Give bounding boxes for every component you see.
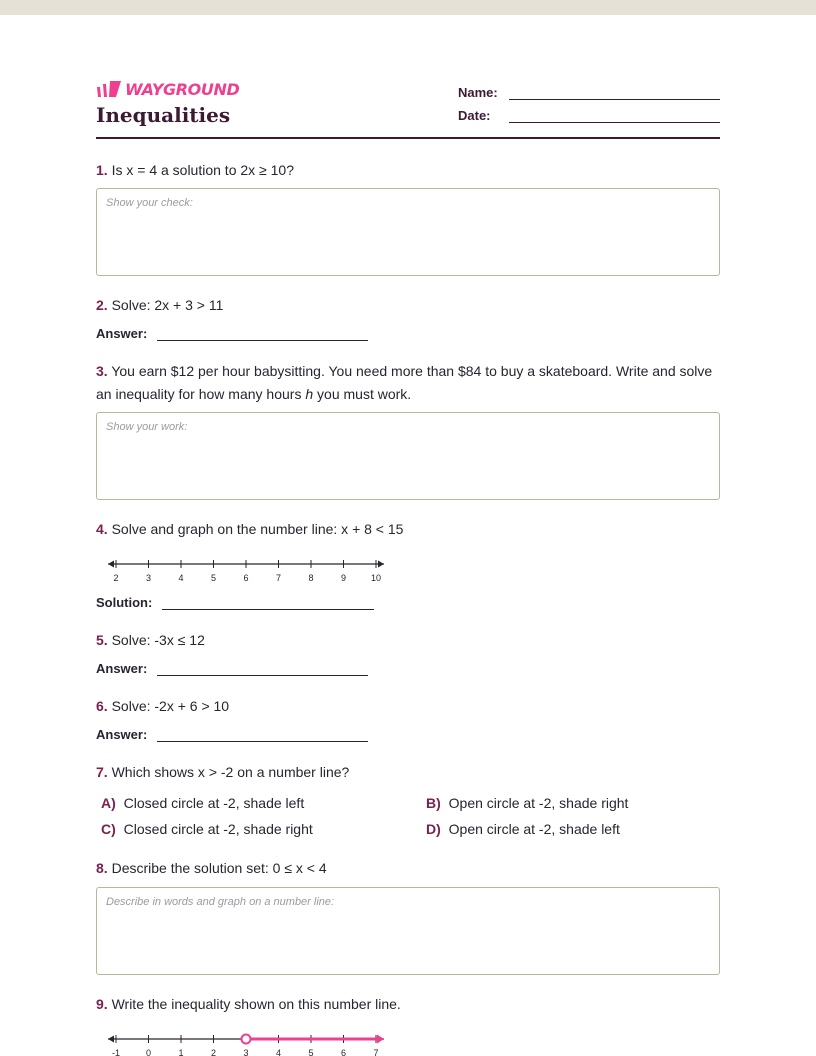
tick-label: 0: [145, 1048, 152, 1056]
brand-logo: [96, 79, 239, 99]
arrow-right-icon: [378, 561, 384, 568]
option-a[interactable]: [101, 795, 304, 811]
question-number: 8.: [96, 860, 108, 876]
tick-label: 3: [243, 1048, 249, 1056]
tick-label: -1: [111, 1048, 121, 1056]
tick-label: 2: [210, 1048, 217, 1056]
question-variable: h: [305, 386, 314, 402]
tick-label: 9: [340, 573, 347, 583]
question-3: [96, 360, 720, 406]
tick-label: 5: [210, 573, 217, 583]
question-number: 3.: [96, 363, 108, 379]
question-8: [96, 857, 720, 880]
tick-label: 1: [178, 1048, 184, 1056]
tick-label: 8: [308, 573, 314, 583]
question-6: [96, 695, 720, 718]
date-field[interactable]: [509, 108, 720, 123]
brand-name: WAYGROUND: [125, 79, 240, 99]
option-c[interactable]: [101, 821, 313, 837]
number-line-9-svg: [108, 1033, 380, 1056]
question-4: [96, 518, 720, 541]
question-5: [96, 629, 720, 652]
option-text: Closed circle at -2, shade left: [123, 795, 305, 811]
question-text: Describe the solution set: 0 ≤ x < 4: [111, 860, 327, 876]
option-letter: C): [101, 821, 116, 837]
answer-row-2: [96, 326, 368, 341]
option-letter: A): [101, 795, 116, 811]
answer-field-4[interactable]: [162, 595, 374, 610]
number-line-4: [108, 558, 380, 586]
name-field[interactable]: [509, 85, 720, 100]
work-box-placeholder: Show your check:: [106, 197, 193, 209]
work-box-8[interactable]: [96, 887, 720, 975]
answer-row-4: [96, 595, 374, 610]
worksheet-title: Inequalities: [96, 103, 231, 127]
answer-row-5: [96, 661, 368, 676]
answer-label: Answer:: [96, 727, 148, 742]
solution-arrow-icon: [377, 1035, 384, 1044]
answer-field-2[interactable]: [157, 326, 368, 341]
tick-label: 6: [243, 573, 249, 583]
question-text-b: you must work.: [313, 386, 412, 402]
option-d[interactable]: [426, 821, 620, 837]
answer-label: Solution:: [96, 595, 153, 610]
work-box-placeholder: Show your work:: [106, 421, 188, 433]
question-1: [96, 159, 720, 182]
question-number: 9.: [96, 996, 108, 1012]
answer-label: Answer:: [96, 326, 148, 341]
question-number: 6.: [96, 698, 108, 714]
option-text: Open circle at -2, shade left: [448, 821, 620, 837]
question-number: 1.: [96, 162, 108, 178]
answer-row-6: [96, 727, 368, 742]
question-number: 2.: [96, 297, 108, 313]
wayground-logo-icon: [96, 80, 122, 98]
tick-label: 7: [373, 1048, 379, 1056]
tick-label: 4: [178, 573, 184, 583]
question-7: [96, 761, 720, 784]
name-row: [458, 77, 720, 100]
question-number: 7.: [96, 764, 108, 780]
answer-field-5[interactable]: [157, 661, 368, 676]
header-divider: [96, 137, 720, 139]
option-letter: D): [426, 821, 441, 837]
question-text: Solve: -3x ≤ 12: [111, 632, 205, 648]
student-info: [458, 77, 720, 123]
name-label: Name:: [458, 85, 498, 100]
tick-label: 7: [275, 573, 282, 583]
question-text: Which shows x > -2 on a number line?: [111, 764, 350, 780]
arrow-left-icon: [108, 1036, 114, 1043]
date-row: [458, 100, 720, 123]
tick-label: 10: [370, 573, 382, 583]
question-number: 4.: [96, 521, 108, 537]
option-text: Open circle at -2, shade right: [448, 795, 629, 811]
question-text: Solve: -2x + 6 > 10: [111, 698, 230, 714]
open-circle-marker: [242, 1035, 251, 1044]
question-9: [96, 993, 720, 1016]
question-number: 5.: [96, 632, 108, 648]
option-text: Closed circle at -2, shade right: [123, 821, 313, 837]
option-letter: B): [426, 795, 441, 811]
answer-field-6[interactable]: [157, 727, 368, 742]
tick-label: 5: [308, 1048, 314, 1056]
question-text: Solve and graph on the number line: x + 8 < 15: [111, 521, 404, 537]
work-box-placeholder: Describe in words and graph on a number line:: [106, 896, 335, 908]
question-text-a: You earn $12 per hour babysitting. You need more than $84 to buy a skateboard. Write and solve an inequality for how many hours: [96, 363, 713, 402]
tick-label: 3: [145, 573, 152, 583]
question-text: Solve: 2x + 3 > 11: [111, 297, 224, 313]
top-strip: [0, 0, 816, 15]
number-line-4-svg: [108, 558, 380, 586]
date-label: Date:: [458, 108, 491, 123]
work-box-1[interactable]: [96, 188, 720, 276]
option-b[interactable]: [426, 795, 628, 811]
work-box-3[interactable]: [96, 412, 720, 500]
number-line-9: [108, 1033, 380, 1056]
tick-label: 2: [113, 573, 119, 583]
tick-label: 4: [275, 1048, 282, 1056]
answer-label: Answer:: [96, 661, 148, 676]
arrow-left-icon: [108, 561, 114, 568]
question-2: [96, 294, 720, 317]
question-text: Write the inequality shown on this number line.: [111, 996, 401, 1012]
question-text: Is x = 4 a solution to 2x ≥ 10?: [111, 162, 294, 178]
tick-label: 6: [340, 1048, 347, 1056]
